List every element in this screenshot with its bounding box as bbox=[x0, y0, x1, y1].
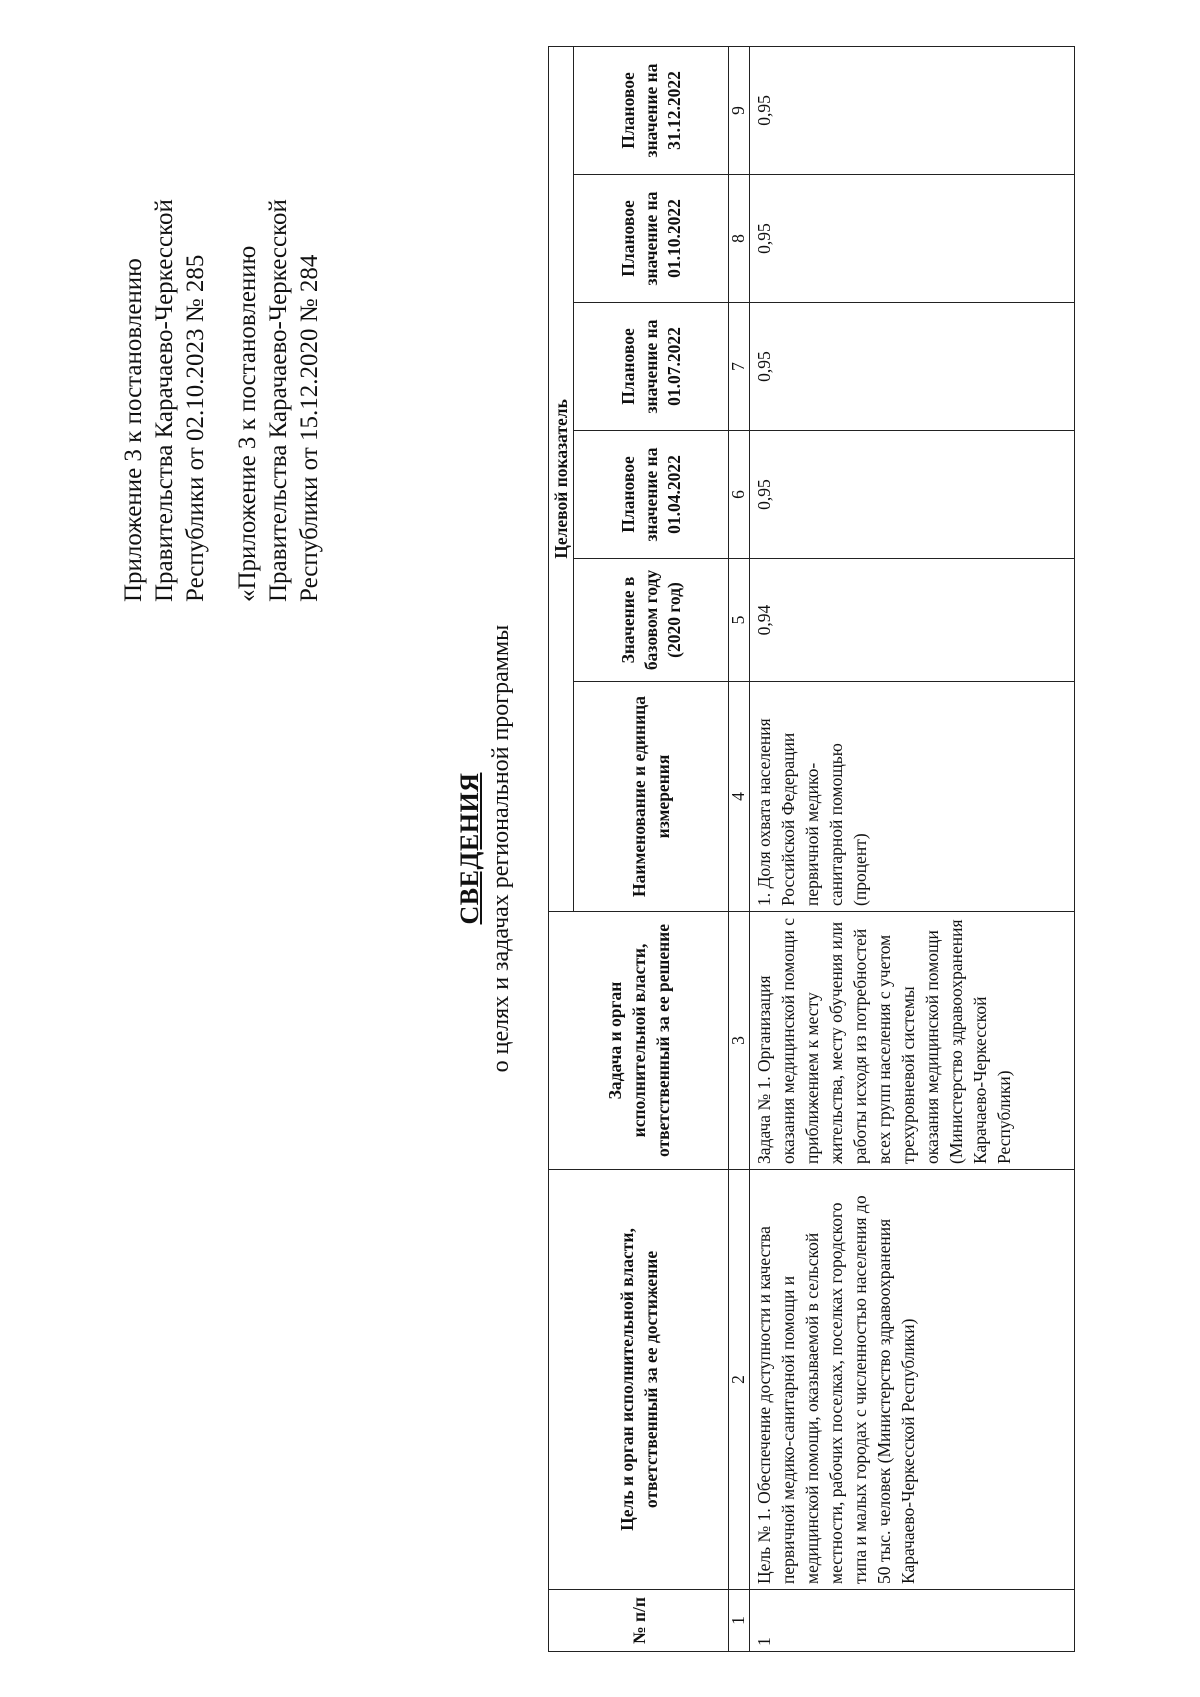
previous-line-3: Республики от 15.12.2020 № 284 bbox=[296, 254, 323, 602]
colnum-9: 9 bbox=[729, 46, 750, 174]
goals-table bbox=[548, 46, 1075, 1652]
colnum-5: 5 bbox=[729, 559, 750, 682]
colnum-8: 8 bbox=[729, 175, 750, 303]
header-plan-4: Плановое значение на 31.12.2022 bbox=[574, 46, 729, 174]
appendix-header bbox=[118, 32, 325, 602]
header-target-group: Целевой показатель bbox=[549, 46, 574, 911]
colnum-2: 2 bbox=[729, 1170, 750, 1590]
colnum-1: 1 bbox=[729, 1590, 750, 1652]
header-spacer bbox=[211, 32, 232, 602]
row-base-value: 0,94 bbox=[750, 559, 1075, 682]
appendix-line-1: Приложение 3 к постановлению bbox=[120, 258, 147, 602]
header-base: Значение в базовом году (2020 год) bbox=[574, 559, 729, 682]
previous-line-2: Правительства Карачаево-Черкесской bbox=[265, 199, 292, 602]
colnum-7: 7 bbox=[729, 303, 750, 431]
header-indicator: Наименование и единица измерения bbox=[574, 682, 729, 912]
header-row-1 bbox=[549, 46, 574, 1651]
colnum-4: 4 bbox=[729, 682, 750, 912]
column-number-row bbox=[729, 46, 750, 1651]
colnum-3: 3 bbox=[729, 912, 750, 1170]
row-num: 1 bbox=[750, 1590, 1075, 1652]
row-plan-1: 0,95 bbox=[750, 431, 1075, 559]
appendix-line-2: Правительства Карачаево-Черкесской bbox=[151, 199, 178, 602]
header-num: № п/п bbox=[549, 1590, 729, 1652]
header-task: Задача и орган исполнительной власти, ответственный за ее решение bbox=[549, 912, 729, 1170]
row-plan-2: 0,95 bbox=[750, 303, 1075, 431]
document-title: СВЕДЕНИЯ bbox=[455, 772, 484, 925]
header-plan-3: Плановое значение на 01.10.2022 bbox=[574, 175, 729, 303]
appendix-line-3: Республики от 02.10.2023 № 285 bbox=[182, 254, 209, 602]
header-plan-1: Плановое значение на 01.04.2022 bbox=[574, 431, 729, 559]
row-task: Задача № 1. Организация оказания медицинской помощи с приближением к месту жительства, месту обучения или работы исходя из потребностей всех групп населения с учетом трехуровневой системы оказания медицинской помощи (Министерство здравоохранения Карачаево-Черкесской Республики) bbox=[750, 912, 1075, 1170]
row-plan-4: 0,95 bbox=[750, 46, 1075, 174]
row-indicator: 1. Доля охвата населения Российской Федерации первичной медико-санитарной помощью (процент) bbox=[750, 682, 1075, 912]
row-goal: Цель № 1. Обеспечение доступности и качества первичной медико-санитарной помощи и медицинской помощи, оказываемой в сельской местности, рабочих поселках, поселках городского типа и малых городах с численностью населения до 50 тыс. человек (Министерство здравоохранения Карачаево-Черкесской Республики) bbox=[750, 1170, 1075, 1590]
table-row bbox=[750, 46, 1075, 1651]
header-plan-2: Плановое значение на 01.07.2022 bbox=[574, 303, 729, 431]
header-goal: Цель и орган исполнительной власти, ответственный за ее достижение bbox=[549, 1170, 729, 1590]
document-subtitle: о целях и задачах региональной программы bbox=[488, 624, 514, 1073]
colnum-6: 6 bbox=[729, 431, 750, 559]
previous-line-1: «Приложение 3 к постановлению bbox=[234, 245, 261, 602]
row-plan-3: 0,95 bbox=[750, 175, 1075, 303]
